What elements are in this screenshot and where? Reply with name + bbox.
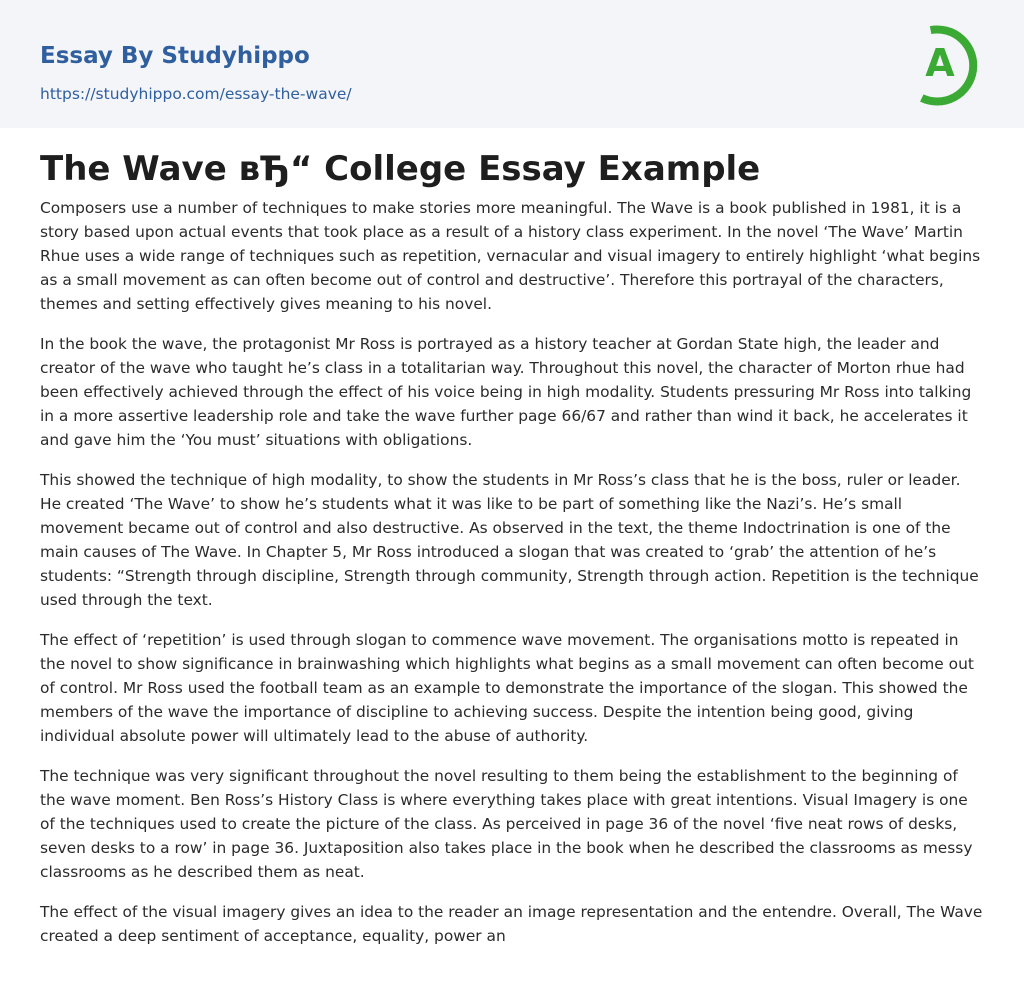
essay-paragraph: In the book the wave, the protagonist Mr Ross is portrayed as a history teacher at Gordan State high, the leader and creator of the wave who taught he’s class in a totalitarian way. Throughout this novel, the character of Morton rhue had been effectively achieved through the effect of his voice being in high modality. Students pressuring Mr Ross into talking in a more assertive leadership role and take the wave further page 66/67 and rather than wind it back, he accelerates it and gave him the ‘You must’ situations with obligations. bbox=[40, 335, 972, 449]
essay-title: The Wave вЂ“ College Essay Example bbox=[40, 149, 761, 189]
site-header bbox=[0, 0, 1024, 128]
site-title[interactable]: Essay By Studyhippo bbox=[40, 43, 310, 69]
logo-letter: A bbox=[925, 41, 955, 85]
essay-url-link[interactable]: https://studyhippo.com/essay-the-wave/ bbox=[40, 85, 352, 103]
essay-paragraph: The technique was very significant throughout the novel resulting to them being the establishment to the beginning of the wave moment. Ben Ross’s History Class is where everything takes place with great intentions. Visual Imagery is one of the techniques used to create the picture of the class. As perceived in page 36 of the novel ‘five neat rows of desks, seven desks to a row’ in page 36. Juxtaposition also takes place in the book when he described the classrooms as messy classrooms as he described them as neat. bbox=[40, 767, 973, 881]
essay-paragraph: This showed the technique of high modality, to show the students in Mr Ross’s class that he is the boss, ruler or leader. He created ‘The Wave’ to show he’s students what it was like to be part of something like the Nazi’s. He’s small movement became out of control and also destructive. As observed in the text, the theme Indoctrination is one of the main causes of The Wave. In Chapter 5, Mr Ross introduced a slogan that was created to ‘grab’ the attention of he’s students: “Strength through discipline, Strength through community, Strength through action. Repetition is the technique used through the text. bbox=[40, 471, 979, 609]
essay-paragraph: The effect of ‘repetition’ is used through slogan to commence wave movement. The organisations motto is repeated in the novel to show significance in brainwashing which highlights what begins as a small movement can often become out of control. Mr Ross used the football team as an example to demonstrate the importance of the slogan. This showed the members of the wave the importance of discipline to achieving success. Despite the intention being good, giving individual absolute power will ultimately lead to the abuse of authority. bbox=[40, 631, 974, 745]
essay-paragraph: The effect of the visual imagery gives an idea to the reader an image representation and the entendre. Overall, The Wave created a deep sentiment of acceptance, equality, power an bbox=[40, 903, 983, 945]
essay-paragraph: Composers use a number of techniques to make stories more meaningful. The Wave is a book published in 1981, it is a story based upon actual events that took place as a result of a history class experiment. In the novel ‘The Wave’ Martin Rhue uses a wide range of techniques such as repetition, vernacular and visual imagery to entirely highlight ‘what begins as a small movement as can often become out of control and destructive’. Therefore this portrayal of the characters, themes and setting effectively gives meaning to his novel. bbox=[40, 199, 981, 313]
logo-ring-icon bbox=[912, 18, 988, 108]
essay-body bbox=[40, 196, 984, 948]
essay-content bbox=[40, 128, 984, 964]
studyhippo-logo[interactable] bbox=[912, 18, 988, 108]
